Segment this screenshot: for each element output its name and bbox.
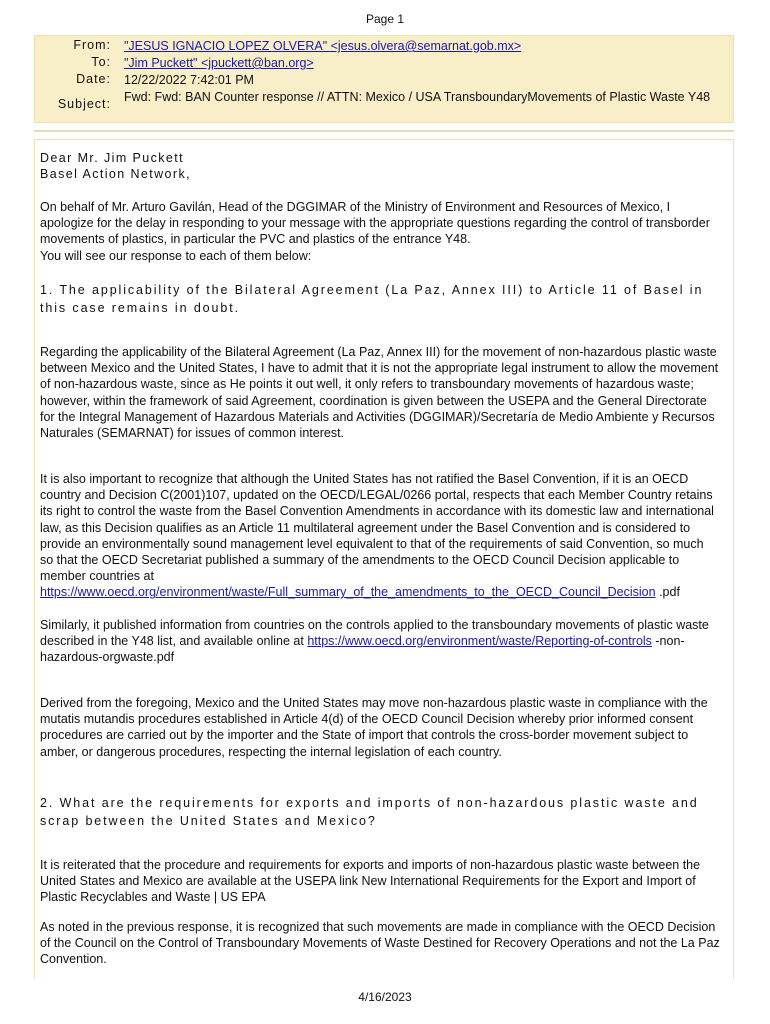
subject-value: Fwd: Fwd: BAN Counter response // ATTN: Mexico / USA TransboundaryMovements of Plastic Waste Y48 (124, 90, 711, 104)
subject-label: Subject: (57, 97, 111, 111)
answer-1-paragraph-2-text: It is also important to recognize that although the United States has not ratified the Basel Convention, if it is an OECD country and Decision C(2001)107, updated on the OECD/LEGAL/0266 portal, respects that each Member Country retains its right to control the waste from the Basel Convention Amendments in accordance with its domestic law and international law, as this Decision qualifies as an Article 11 multilateral agreement under the Basel Convention and is considered to provide an environmentally sound management level equivalent to that of the requirements of said Convention, so much so that the OECD Secretariat published a summary of the amendments to the OECD Council Decision applicable to member countries at (40, 472, 714, 584)
answer-1-paragraph-3 (40, 617, 720, 666)
oecd-summary-link[interactable]: https://www.oecd.org/environment/waste/Full_summary_of_the_amendments_to_the_OECD_Council_Decision (40, 585, 656, 600)
intro-followup: You will see our response to each of them below: (40, 249, 312, 263)
from-label: From: (73, 38, 111, 52)
answer-1-paragraph-1: Regarding the applicability of the Bilateral Agreement (La Paz, Annex III) for the movement of non-hazardous plastic waste between Mexico and the United States, I have to admit that it is not the appropriate legal instrument to allow the movement of non-hazardous waste, since as He points it out well, it only refers to transboundary movements of hazardous waste; however, within the framework of said Agreement, coordination is given between the USEPA and the General Directorate for the Integral Management of Hazardous Materials and Activities (DGGIMAR)/Secretaría de Medio Ambiente y Recursos Naturales (SEMARNAT) for issues of common interest. (40, 345, 719, 441)
email-header (34, 35, 734, 123)
salutation-org: Basel Action Network, (40, 167, 191, 181)
from-link[interactable]: "JESUS IGNACIO LOPEZ OLVERA" <jesus.olvera@semarnat.gob.mx> (124, 39, 522, 53)
footer-date: 4/16/2023 (358, 990, 412, 1004)
answer-1-paragraph-3-tail: -non-hazardous-orgwaste.pdf (40, 634, 685, 665)
date-value: 12/22/2022 7:42:01 PM (124, 73, 254, 87)
answer-2-paragraph-1: It is reiterated that the procedure and requirements for exports and imports of non-hazardous plastic waste between the United States and Mexico are available at the USEPA link New International Requirements for the Export and Import of Plastic Recyclables and Waste | US EPA (40, 858, 701, 905)
to-link[interactable]: "Jim Puckett" <jpuckett@ban.org> (124, 56, 314, 70)
date-label: Date: (76, 72, 111, 86)
question-1: 1. The applicability of the Bilateral Agreement (La Paz, Annex III) to Article 11 of Basel in this case remains in doubt. (40, 283, 704, 315)
question-2: 2. What are the requirements for exports and imports of non-hazardous plastic waste and scrap between the United States and Mexico? (40, 796, 699, 828)
answer-1-paragraph-4: Derived from the foregoing, Mexico and the United States may move non-hazardous plastic waste in compliance with the mutatis mutandis procedures established in Article 4(d) of the OECD Council Decision whereby prior informed consent procedures are carried out by the importer and the State of import that controls the cross-border movement subject to amber, or dangerous procedures, respecting the internal legislation of each country. (40, 696, 708, 759)
answer-1-paragraph-2 (40, 471, 720, 601)
page-number: Page 1 (365, 12, 405, 26)
answer-2-paragraph-2: As noted in the previous response, it is recognized that such movements are made in compliance with the OECD Decision of the Council on the Control of Transboundary Movements of Waste Destined for Recovery Operations and not the La Paz Convention. (40, 920, 720, 967)
header-divider (34, 130, 734, 132)
intro-paragraph: On behalf of Mr. Arturo Gavilán, Head of the DGGIMAR of the Ministry of Environment and Resources of Mexico, I apologize for the delay in responding to your message with the appropriate questions regarding the control of transborder movements of plastics, in particular the PVC and plastics of the entrance Y48. (40, 200, 710, 247)
answer-1-paragraph-3-text: Similarly, it published information from countries on the controls applied to the transboundary movements of plastic waste described in the Y48 list, and available online at (40, 618, 709, 649)
oecd-reporting-link[interactable]: https://www.oecd.org/environment/waste/Reporting-of-controls (307, 634, 652, 649)
answer-1-paragraph-2-tail: .pdf (655, 585, 680, 600)
to-label: To: (91, 55, 111, 69)
salutation-name: Dear Mr. Jim Puckett (40, 151, 184, 165)
